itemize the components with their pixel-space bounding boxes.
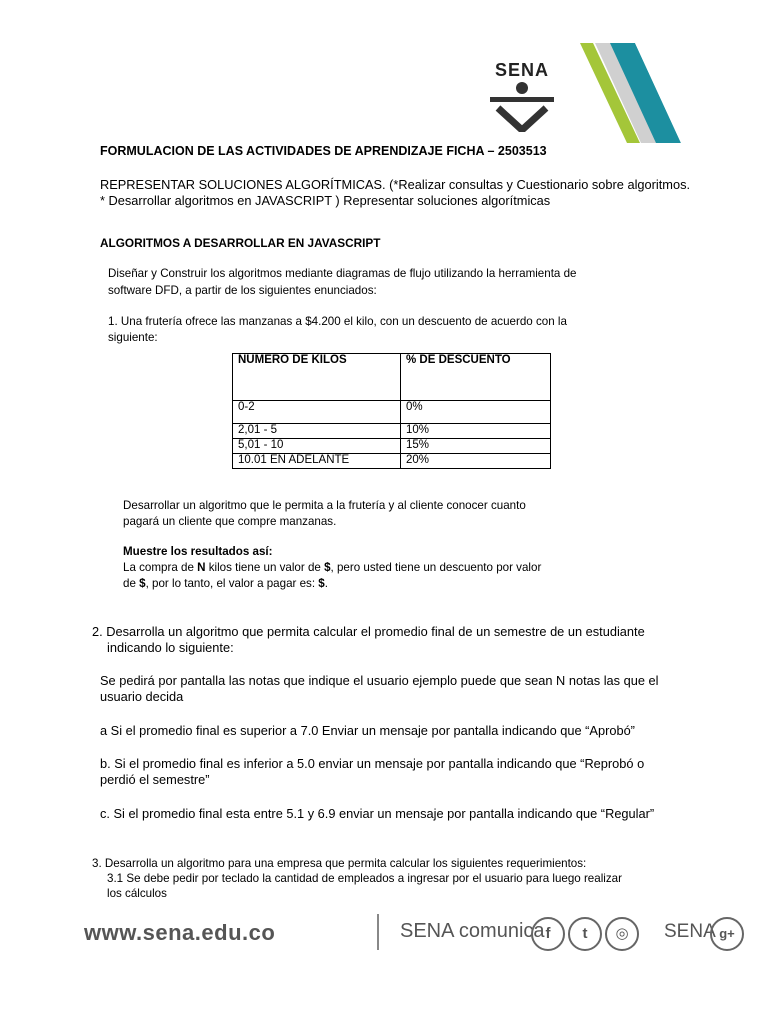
results-heading: Muestre los resultados así: xyxy=(123,545,273,558)
problem2-para1-line-2: usuario decida xyxy=(100,689,184,704)
problem2-option-a: a Si el promedio final es superior a 7.0 Enviar un mensaje por pantalla indicando que “Aprobó” xyxy=(100,723,635,738)
results-n: N xyxy=(197,561,206,574)
instructions-line-1: Diseñar y Construir los algoritmos mediante diagramas de flujo utilizando la herramienta de xyxy=(108,267,577,280)
results-text: , pero usted tiene un descuento por valor xyxy=(330,561,542,574)
intro-line-2: * Desarrollar algoritmos en JAVASCRIPT ) Representar soluciones algorítmicas xyxy=(100,193,551,208)
table-cell: 10.01 EN ADELANTE xyxy=(233,454,401,469)
table-cell: 0% xyxy=(401,401,551,424)
results-text: de xyxy=(123,577,140,590)
table-header-kilos: NUMERO DE KILOS xyxy=(233,354,401,401)
results-text: , por lo tanto, el valor a pagar es: xyxy=(145,577,319,590)
problem2-line-2: indicando lo siguiente: xyxy=(107,640,234,655)
results-line-1 xyxy=(123,559,589,576)
table-cell: 10% xyxy=(401,424,551,439)
table-cell: 0-2 xyxy=(233,401,401,424)
problem2-line-1: 2. Desarrolla un algoritmo que permita calcular el promedio final de un semestre de un estudiante xyxy=(92,624,645,639)
footer-url[interactable]: www.sena.edu.co xyxy=(84,920,276,945)
results-text: kilos tiene un valor de xyxy=(205,561,325,574)
footer-sena: SENA xyxy=(664,921,716,942)
footer-comunica: SENA comunica xyxy=(400,920,545,942)
problem3-line-2: 3.1 Se debe pedir por teclado la cantidad de empleados a ingresar por el usuario para luego realizar xyxy=(107,872,622,885)
table-cell: 20% xyxy=(401,454,551,469)
facebook-icon[interactable]: f xyxy=(531,917,565,951)
instructions-line-2: software DFD, a partir de los siguientes enunciados: xyxy=(108,284,377,297)
problem1-line-2: siguiente: xyxy=(108,331,158,344)
section-heading: ALGORITMOS A DESARROLLAR EN JAVASCRIPT xyxy=(100,236,381,250)
problem2-para1-line-1: Se pedirá por pantalla las notas que indique el usuario ejemplo puede que sean N notas las que el xyxy=(100,673,659,688)
problem1-develop-line-1: Desarrollar un algoritmo que le permita a la frutería y al cliente conocer cuanto xyxy=(123,499,526,512)
problem3-line-3: los cálculos xyxy=(107,887,167,900)
google-plus-icon[interactable]: g+ xyxy=(710,917,744,951)
twitter-icon[interactable]: t xyxy=(568,917,602,951)
results-dollar: $ xyxy=(318,577,325,590)
intro-line-1: REPRESENTAR SOLUCIONES ALGORÍTMICAS. (*Realizar consultas y Cuestionario sobre algoritmos. xyxy=(100,177,691,192)
table-cell: 15% xyxy=(401,439,551,454)
table-row xyxy=(233,439,551,454)
results-line-2 xyxy=(123,575,328,592)
table-cell: 5,01 - 10 xyxy=(233,439,401,454)
table-row xyxy=(233,401,551,424)
problem1-develop-line-2: pagará un cliente que compre manzanas. xyxy=(123,515,337,528)
sena-logo-icon xyxy=(486,80,558,132)
results-text: La compra de xyxy=(123,561,198,574)
results-dollar: $ xyxy=(324,561,331,574)
header-stripes xyxy=(580,40,768,150)
table-row xyxy=(233,424,551,439)
problem2-option-c: c. Si el promedio final esta entre 5.1 y 6.9 enviar un mensaje por pantalla indicando que “Regular” xyxy=(100,806,655,821)
problem1-line-1: 1. Una frutería ofrece las manzanas a $4.200 el kilo, con un descuento de acuerdo con la xyxy=(108,315,567,328)
table-header-row xyxy=(233,354,551,401)
sena-logo-text: SENA xyxy=(494,60,549,80)
footer-divider xyxy=(377,914,379,950)
results-dollar: $ xyxy=(139,577,146,590)
document-title: FORMULACION DE LAS ACTIVIDADES DE APRENDIZAJE FICHA – 2503513 xyxy=(100,144,547,158)
instagram-icon[interactable]: ◎ xyxy=(605,917,639,951)
table-row xyxy=(233,454,551,469)
problem3-line-1: 3. Desarrolla un algoritmo para una empresa que permita calcular los siguientes requerimientos: xyxy=(92,857,587,870)
table-cell: 2,01 - 5 xyxy=(233,424,401,439)
problem2-option-b-line-1: b. Si el promedio final es inferior a 5.0 enviar un mensaje por pantalla indicando que “Reprobó o xyxy=(100,756,645,771)
problem2-option-b-line-2: perdió el semestre” xyxy=(100,772,210,787)
results-text: . xyxy=(324,577,328,590)
discount-table xyxy=(232,353,551,469)
table-header-discount: % DE DESCUENTO xyxy=(401,354,551,401)
